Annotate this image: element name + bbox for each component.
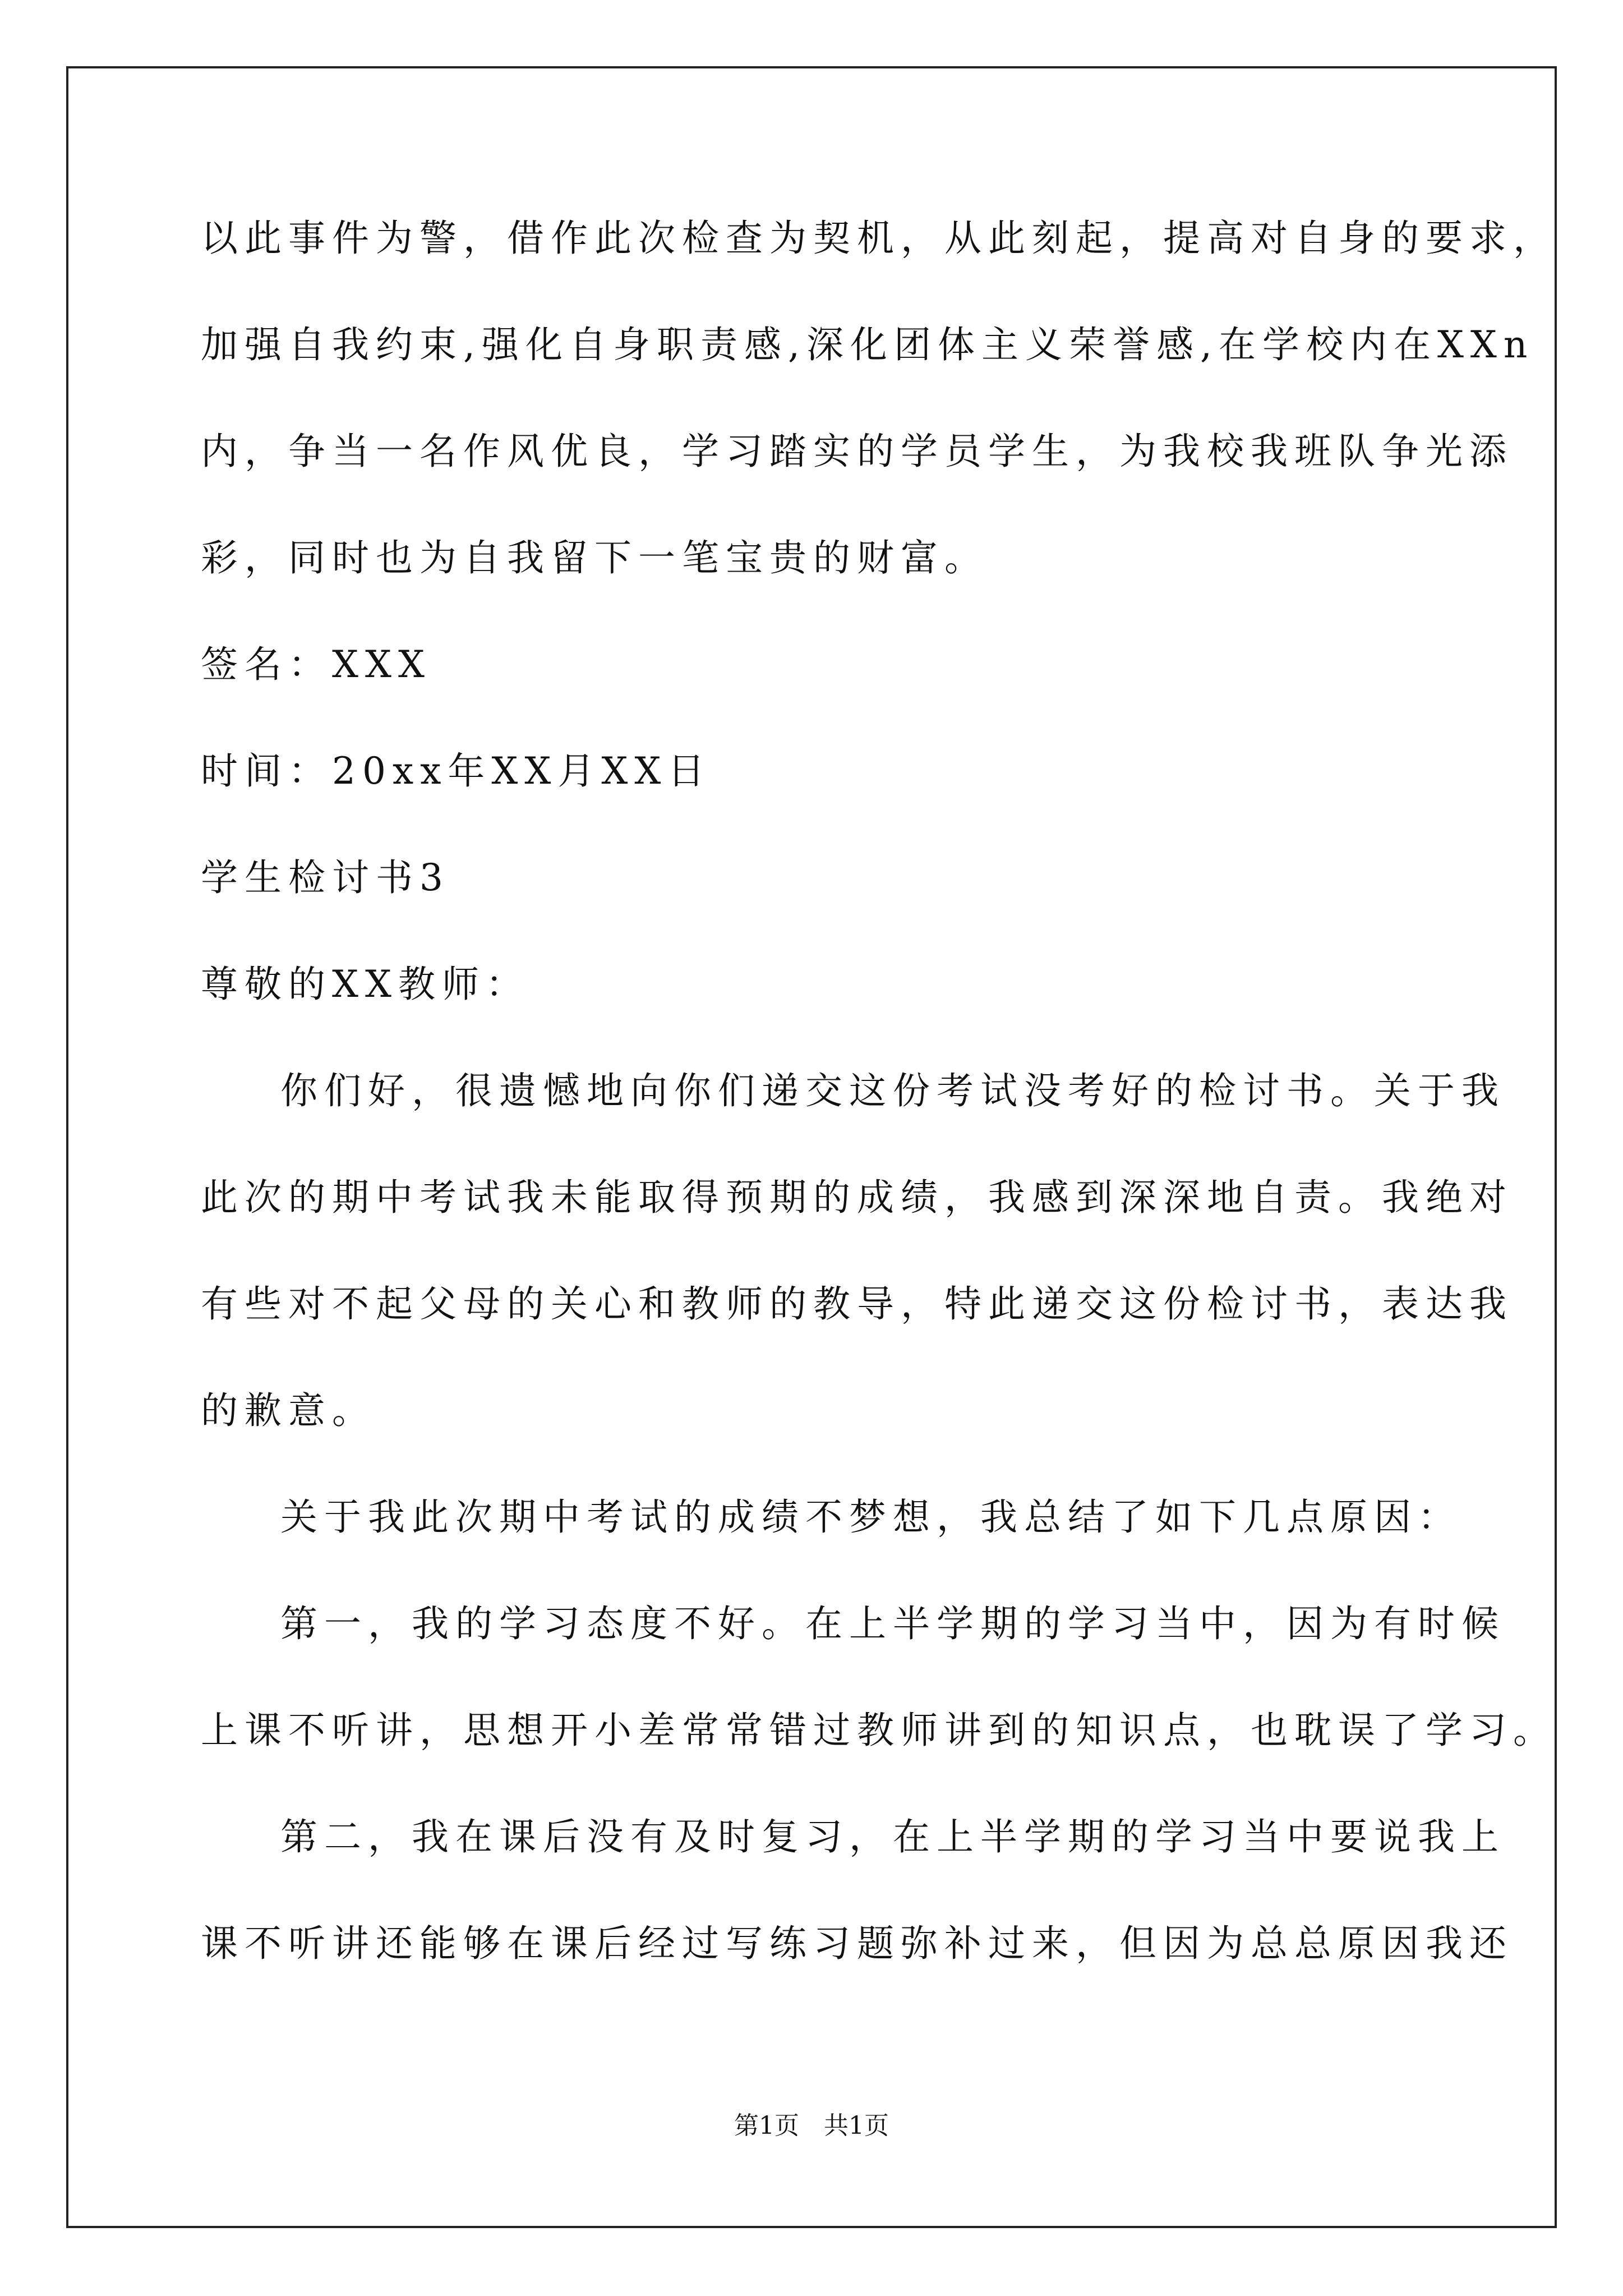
body-line: 彩，同时也为自我留下一笔宝贵的财富。 [201, 536, 988, 579]
section-title: 学生检讨书3 [201, 856, 450, 899]
body-line: 上课不听讲，思想开小差常常错过教师讲到的知识点，也耽误了学习。 [201, 1709, 1557, 1752]
date-line: 时间：20xx年XX月XX日 [201, 749, 712, 793]
body-line: 第一，我的学习态度不好。在上半学期的学习当中，因为有时候 [280, 1602, 1505, 1645]
signature-line: 签名：XXX [201, 643, 431, 686]
body-line: 内，争当一名作风优良，学习踏实的学员学生，为我校我班队争光添 [201, 430, 1513, 473]
body-line: 以此事件为警，借作此次检查为契机，从此刻起，提高对自身的要求， [201, 217, 1557, 260]
page-border [66, 66, 1557, 2228]
body-line: 关于我此次期中考试的成绩不梦想，我总结了如下几点原因： [280, 1496, 1461, 1539]
body-line: 课不听讲还能够在课后经过写练习题弥补过来，但因为总总原因我还 [201, 1922, 1513, 1965]
body-line: 的歉意。 [201, 1389, 376, 1432]
page-footer: 第1页 共1页 [734, 2111, 889, 2140]
body-line: 有些对不起父母的关心和教师的教导，特此递交这份检讨书，表达我 [201, 1282, 1513, 1326]
body-line: 你们好，很遗憾地向你们递交这份考试没考好的检讨书。关于我 [280, 1069, 1505, 1112]
body-line: 第二，我在课后没有及时复习，在上半学期的学习当中要说我上 [280, 1815, 1505, 1858]
salutation-line: 尊敬的XX教师： [201, 963, 529, 1006]
body-line: 此次的期中考试我未能取得预期的成绩，我感到深深地自责。我绝对 [201, 1176, 1513, 1219]
body-line: 加强自我约束,强化自身职责感,深化团体主义荣誉感,在学校内在XXn [201, 323, 1534, 366]
